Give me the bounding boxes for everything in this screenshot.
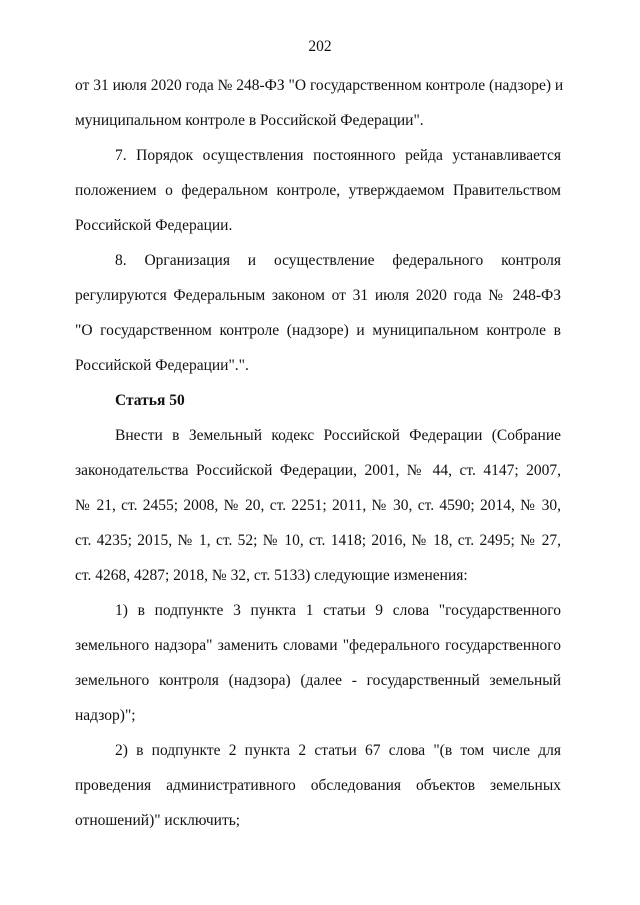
article-50-line: ст. 4268, 4287; 2018, № 32, ст. 5133) следующие изменения: [75,567,468,584]
article-heading: Статья 50 [115,392,185,409]
item-1-line: земельного надзора" заменить словами "федерального государственного [75,637,561,654]
item-2-line: отношений)" исключить; [75,812,241,829]
document-body [75,74,564,832]
article-50-line: № 21, ст. 2455; 2008, № 20, ст. 2251; 2011, № 30, ст. 4590; 2014, № 30, [75,497,561,514]
page-number: 202 [308,38,332,55]
text-line: от 31 июля 2020 года № 248-ФЗ "О государственном контроле (надзоре) и [75,77,564,94]
item-1-line: земельного контроля (надзора) (далее - государственный земельный [75,672,561,689]
paragraph-8-line: "О государственном контроле (надзоре) и муниципальном контроле в [75,322,561,339]
article-50-line: Внести в Земельный кодекс Российской Федерации (Собрание [115,427,561,444]
paragraph-8-line: регулируются Федеральным законом от 31 июля 2020 года № 248-ФЗ [75,287,561,304]
item-2-line: проведения административного обследования объектов земельных [75,777,561,794]
paragraph-8-line: Российской Федерации".". [75,357,249,374]
text-line: муниципальном контроле в Российской Федерации". [75,112,424,129]
item-1-line: 1) в подпункте 3 пункта 1 статьи 9 слова "государственного [115,602,561,619]
paragraph-7-line: 7. Порядок осуществления постоянного рейда устанавливается [115,147,561,164]
paragraph-7-line: положением о федеральном контроле, утверждаемом Правительством [75,182,561,199]
article-50-line: законодательства Российской Федерации, 2001, № 44, ст. 4147; 2007, [75,462,561,479]
paragraph-8-line: 8. Организация и осуществление федерального контроля [115,252,561,269]
item-2-line: 2) в подпункте 2 пункта 2 статьи 67 слова "(в том числе для [115,742,561,759]
article-50-line: ст. 4235; 2015, № 1, ст. 52; № 10, ст. 1418; 2016, № 18, ст. 2495; № 27, [75,532,561,549]
paragraph-7-line: Российской Федерации. [75,217,233,234]
item-1-line: надзор)"; [75,707,136,724]
